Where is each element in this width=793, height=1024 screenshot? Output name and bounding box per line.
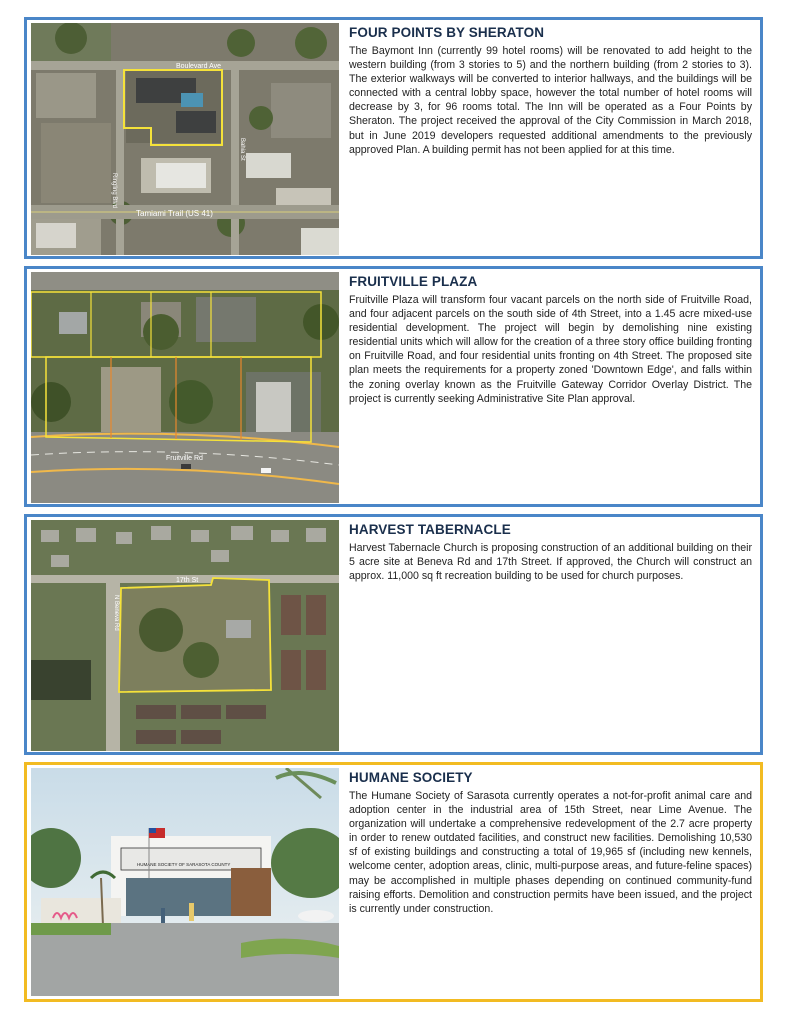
building-sign: HUMANE SOCIETY OF SARASOTA COUNTY: [137, 862, 231, 867]
map-label-street: 17th St: [176, 577, 199, 584]
aerial-map: [31, 520, 339, 751]
project-title: FOUR POINTS BY SHERATON: [349, 25, 545, 40]
project-text-fruitville: [349, 274, 752, 406]
project-card-humane-society: [24, 762, 763, 1002]
aerial-photo-four-points: [31, 23, 339, 255]
project-card-harvest-tabernacle: [24, 514, 763, 755]
project-text-harvest: [349, 522, 752, 583]
project-text-four-points: [349, 25, 752, 157]
project-description: The Baymont Inn (currently 99 hotel rooms) will be renovated to add height to the western building (from 3 stories to 5) and the northern building (from 2 stories to 3). The exterior walkways will be converted to interior hallways, and the buildings will be connected with a central lobby space, however the total number of hotel rooms will decrease by 3, for 96 rooms total. The Inn will be operated as a Four Points by Sheraton. The project received the approval of the City Commission in March 2018, but in June 2019 developers requested additional amendments to the previously approved Plan. A building permit has not been applied for at this time.: [349, 45, 752, 156]
project-card-fruitville-plaza: [24, 266, 763, 507]
map-label-north-street: Boulevard Ave: [176, 63, 222, 70]
project-description: Harvest Tabernacle Church is proposing construction of an additional building on their 5 acre site at Beneva Rd and 17th Street. If approved, the Church will construct an approx. 11,000 sq ft recreation building to be used for church purposes.: [349, 542, 752, 583]
project-text-humane-society: [349, 770, 752, 916]
map-label-highway: Tamiami Trail (US 41): [136, 209, 213, 218]
map-label-road: N Beneva Rd: [113, 595, 119, 631]
project-description: The Humane Society of Sarasota currently operates a not-for-profit animal care and adoption center in the industrial area of 15th Street, near Lime Avenue. The organization will undertake a comprehensive redevelopment of the 2.7 acre property in order to renew outdated facilities, and construct new facilities. Demolishing 10,530 sf of existing buildings and constructing a total of 19,965 sf (including new kennels, welcome center, adoption areas, clinic, multi-purpose areas, and future-feline spaces) may be accomplished in multiple phases depending on continued community-fund raising efforts. Demolition and construction permits have been issued, and the project is currently under construction.: [349, 790, 752, 915]
rendering-humane-society: [31, 768, 339, 996]
map-label-road: Fruitville Rd: [166, 455, 203, 462]
project-title: HUMANE SOCIETY: [349, 770, 473, 785]
map-label-east-street: Bahia St: [239, 138, 245, 161]
architectural-rendering: [31, 768, 339, 996]
project-title: FRUITVILLE PLAZA: [349, 274, 478, 289]
project-card-four-points: [24, 17, 763, 259]
aerial-map: [31, 272, 339, 503]
aerial-photo-harvest: [31, 520, 339, 751]
map-label-west-street: Ringling Blvd: [111, 173, 117, 209]
project-description: Fruitville Plaza will transform four vacant parcels on the north side of Fruitville Road, and four adjacent parcels on the south side of 4th Street, into a 1.45 acre mixed-use residential development. The project will begin by demolishing nine existing residential units which will allow for the creation of a three story office building fronting on Fruitville Road, and four residential units fronting on 4th Street. The proposed site plan meets the requirements for a property zoned 'Downtown Edge', and falls within the zoning overlay known as the Fruitville Gateway Corridor Overlay District. The project is currently seeking Administrative Site Plan approval.: [349, 294, 752, 405]
aerial-map: [31, 23, 339, 255]
project-title: HARVEST TABERNACLE: [349, 522, 511, 537]
aerial-photo-fruitville: [31, 272, 339, 503]
